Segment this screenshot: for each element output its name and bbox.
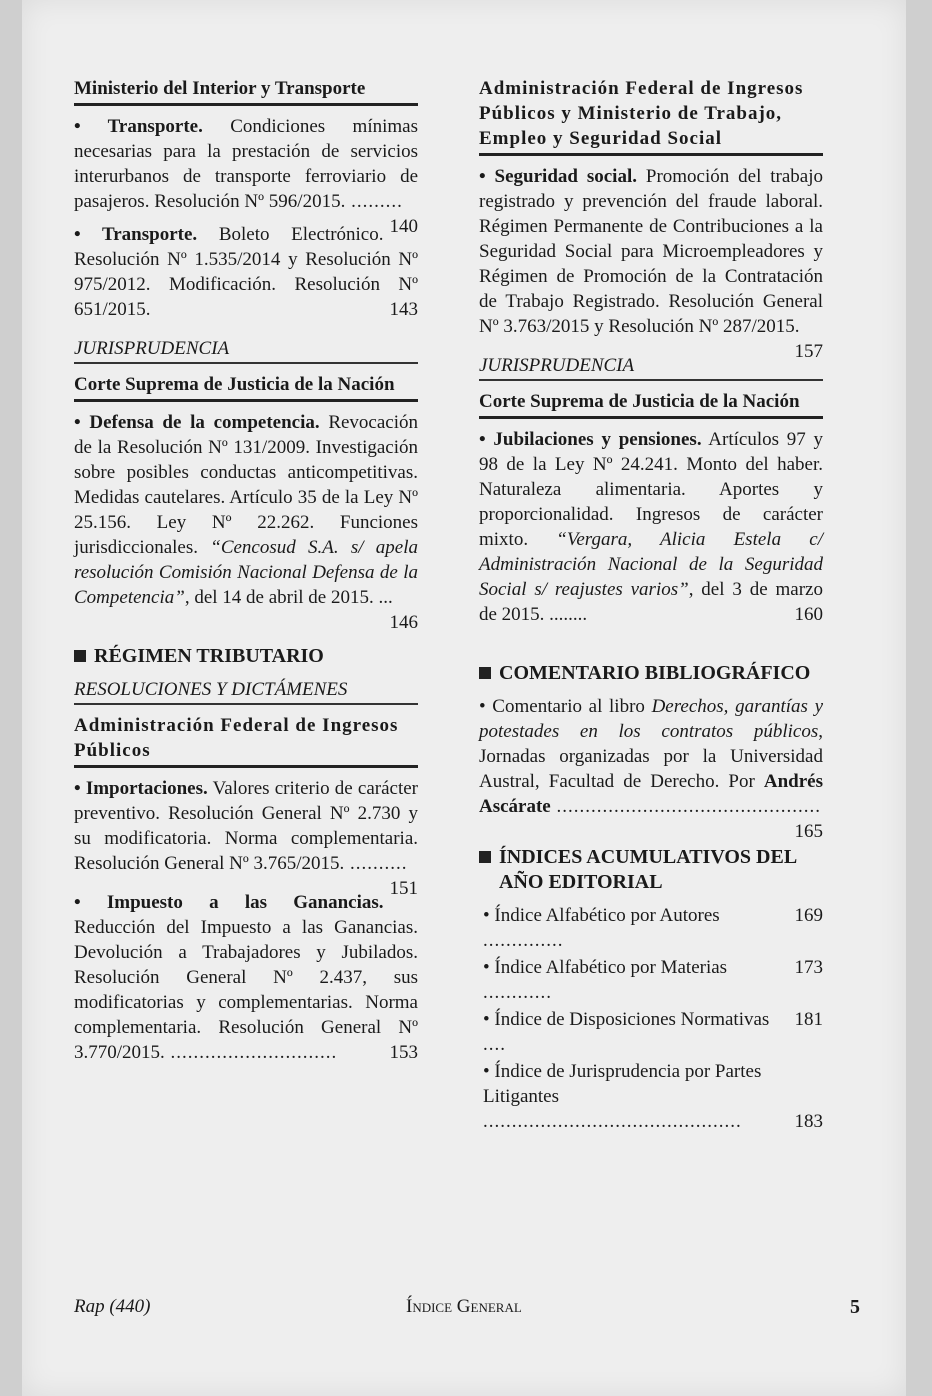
page-number: 153 (389, 1042, 418, 1063)
index-entry (479, 694, 823, 842)
entry-title: • Transporte. (74, 224, 198, 245)
entry-text: Promoción del trabajo registrado y prevención del fraude laboral. Régimen Permanente de Contribuciones a la Seguridad Social para Microempleadores y Régimen de Promoción de la Contratación de Trabajo Registrado. Resolución General Nº 3.763/2015 y Resolución Nº 287/2015. (479, 166, 823, 337)
page-number: 169 (794, 905, 823, 926)
entry-title: • Transporte. (74, 116, 203, 137)
index-list-item (483, 955, 823, 1005)
case-name: “Cencosud S.A. s/ apela resolución Comisión Nacional Defensa de la Competencia” (74, 537, 418, 608)
section-label-resoluciones: RESOLUCIONES Y DICTÁMENES (74, 677, 418, 705)
heading-indices-acumulativos (479, 845, 823, 895)
section-label-jurisprudencia: JURISPRUDENCIA (74, 336, 418, 364)
heading-ministerio-interior: Ministerio del Interior y Transporte (74, 76, 418, 106)
entry-text: , Jornadas organizadas por la Universidad Austral, Facultad de Derecho. Por (479, 721, 823, 792)
page-number: 151 (389, 878, 418, 899)
right-column (479, 76, 823, 1136)
index-label: • Índice de Disposiciones Normativas (483, 1009, 770, 1030)
entry-text: Artículos 97 y 98 de la Ley Nº 24.241. Monto del haber. Naturaleza alimentaria. Aportes y proporcionalidad. Ingresos de carácter mixto. (479, 429, 823, 550)
leader-dots: ......... (345, 191, 403, 212)
leader-dots: ............ (483, 982, 552, 1003)
page-number: 173 (794, 957, 823, 978)
leader-dots: .... (483, 1034, 506, 1055)
issue-number: (440) (104, 1296, 151, 1317)
index-label: • Índice Alfabético por Materias (483, 957, 728, 978)
entry-title: • Seguridad social. (479, 166, 637, 187)
book-title: Derechos, garantías y potestades en los contratos públicos (479, 696, 823, 742)
leader-dots: .............................................. (550, 796, 821, 817)
index-entry (74, 890, 418, 1065)
footer-page-number: 5 (850, 1296, 860, 1318)
heading-afip-ministerio-trabajo: Administración Federal de Ingresos Públicos y Ministerio de Trabajo, Empleo y Seguridad Social (479, 76, 823, 156)
index-list-item (483, 1059, 823, 1134)
leader-dots: ............................................. (483, 1111, 742, 1132)
leader-dots: ............................. (164, 1042, 338, 1063)
regime-title: COMENTARIO BIBLIOGRÁFICO (499, 662, 811, 684)
leader-dots: .............. (483, 930, 564, 951)
entry-title: • Impuesto a las Ganancias. (74, 892, 384, 913)
index-list-item (483, 1007, 823, 1057)
entry-title: • Importaciones. (74, 778, 208, 799)
entry-text: Revocación de la Resolución Nº 131/2009. Investigación sobre posibles conductas anticompetitivas. Medidas cautelares. Artículo 35 de la Ley Nº 25.156. Ley Nº 22.262. Funciones jurisdiccionales. (74, 412, 418, 558)
entry-text: Boleto Electrónico. Resolución Nº 1.535/2014 y Resolución Nº 975/2012. Modificación. Resolución Nº 651/2015. (74, 224, 418, 320)
page-number: 157 (794, 341, 823, 362)
footer-section-title: Índice General (406, 1296, 522, 1317)
page-number: 143 (389, 299, 418, 320)
heading-afip: Administración Federal de Ingresos Públicos (74, 713, 418, 768)
page-number: 160 (794, 604, 823, 625)
square-bullet-icon (479, 667, 491, 679)
entry-text: Condiciones mínimas necesarias para la prestación de servicios interurbanos de transporte ferroviario de pasajeros. Resolución Nº 596/2015. (74, 116, 418, 212)
heading-regimen-tributario (74, 644, 418, 669)
heading-comentario-bibliografico (479, 661, 823, 686)
page-number: 140 (389, 216, 418, 237)
index-entry (74, 114, 418, 237)
entry-title: • Jubilaciones y pensiones. (479, 429, 702, 450)
page-number: 165 (794, 821, 823, 842)
entry-date: , del 3 de marzo de 2015. ........ (479, 579, 823, 625)
leader-dots: .......... (344, 853, 408, 874)
index-label: • Índice de Jurisprudencia por Partes Litigantes (483, 1061, 762, 1107)
heading-corte-suprema: Corte Suprema de Justicia de la Nación (479, 389, 823, 419)
heading-corte-suprema: Corte Suprema de Justicia de la Nación (74, 372, 418, 402)
page-number: 146 (389, 612, 418, 633)
index-label: • Índice Alfabético por Autores (483, 905, 720, 926)
index-entry (74, 410, 418, 633)
index-entry (74, 222, 418, 322)
index-entry (479, 164, 823, 362)
square-bullet-icon (479, 851, 491, 863)
entry-text: Reducción del Impuesto a las Ganancias. Devolución a Trabajadores y Jubilados. Resolución General Nº 2.437, sus modificatorias y complementarias. Norma complementaria. Resolución General Nº 3.770/2015. (74, 917, 418, 1063)
regime-title: ÍNDICES ACUMULATIVOS DEL AÑO EDITORIAL (499, 846, 797, 893)
index-list-item (483, 903, 823, 953)
page-number: 183 (794, 1111, 823, 1132)
entry-date: , del 14 de abril de 2015. ... (184, 587, 393, 608)
section-label-jurisprudencia: JURISPRUDENCIA (479, 353, 823, 381)
document-page (22, 0, 906, 1396)
regime-title: RÉGIMEN TRIBUTARIO (94, 645, 324, 667)
index-entry (74, 776, 419, 899)
left-column (74, 76, 418, 1073)
square-bullet-icon (74, 650, 86, 662)
entry-title: • Defensa de la competencia. (74, 412, 320, 433)
journal-name: Rap (74, 1296, 105, 1317)
footer-journal (74, 1296, 151, 1318)
author-name: Andrés Ascárate (479, 771, 823, 817)
index-entry (479, 427, 823, 627)
page-number: 181 (794, 1009, 823, 1030)
entry-text: Valores criterio de carácter preventivo. Resolución General Nº 2.730 y su modificatoria. Norma complementaria. Resolución General Nº 3.765/2015. (74, 778, 419, 874)
entry-text: • Comentario al libro (479, 696, 652, 717)
case-name: “Vergara, Alicia Estela c/ Administración Nacional de la Seguridad Social s/ reajustes varios” (479, 529, 823, 600)
